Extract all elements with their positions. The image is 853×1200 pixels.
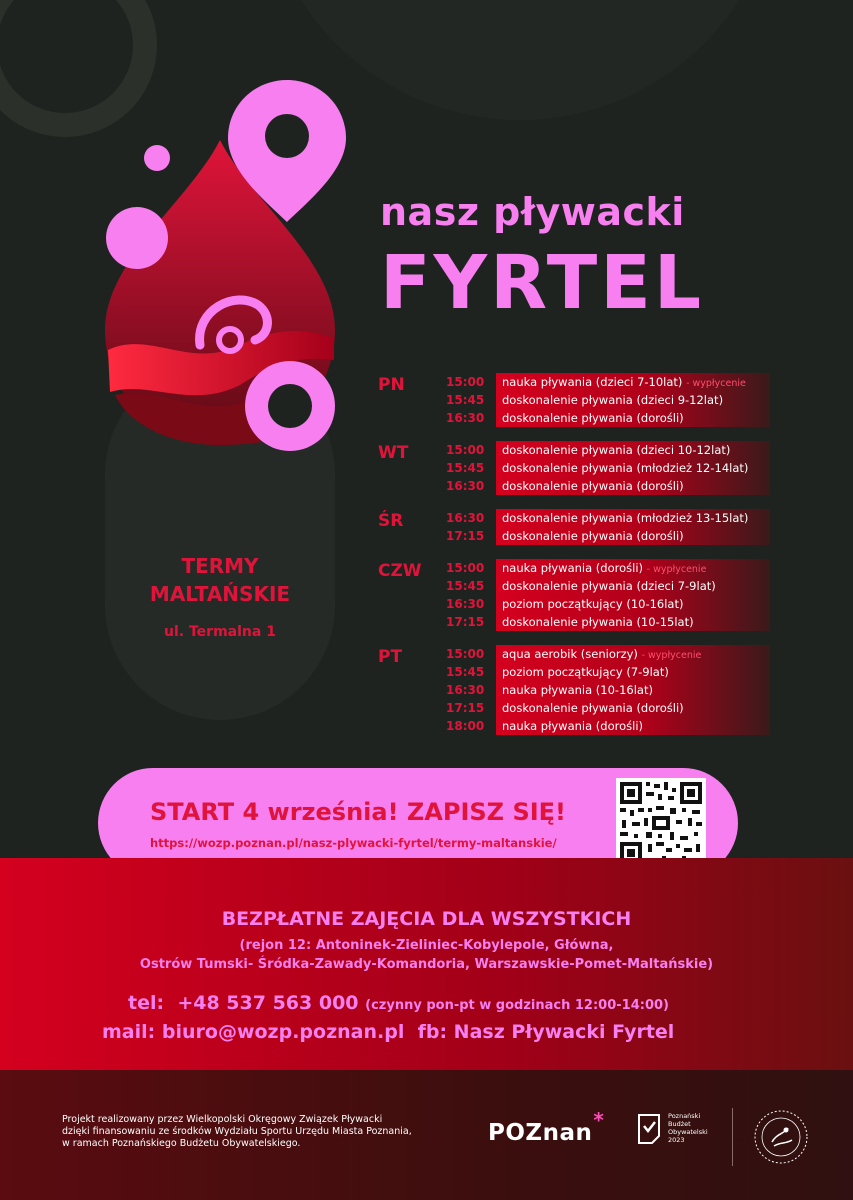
class-name: nauka pływania (dorośli) bbox=[502, 561, 643, 575]
mail-fb-contact bbox=[102, 1021, 674, 1043]
class-time: 17:15 bbox=[446, 615, 485, 629]
venue-address: ul. Termalna 1 bbox=[164, 624, 276, 640]
region-line1: (rejon 12: Antoninek-Zieliniec-Kobylepole, Główna, bbox=[239, 938, 614, 953]
class-name: poziom początkujący (10-16lat) bbox=[502, 597, 684, 611]
class-entry bbox=[502, 373, 764, 391]
poster-title: FYRTEL bbox=[380, 240, 704, 326]
class-time: 18:00 bbox=[446, 719, 485, 733]
poster-subtitle: nasz pływacki bbox=[380, 190, 685, 234]
bubble-small bbox=[144, 145, 170, 171]
day-label: PN bbox=[378, 375, 405, 395]
class-time: 16:30 bbox=[446, 411, 485, 425]
class-name: aqua aerobik (seniorzy) bbox=[502, 647, 638, 661]
fb-label: fb: bbox=[417, 1021, 448, 1043]
poznan-logo bbox=[488, 1108, 605, 1146]
class-entry bbox=[502, 613, 764, 631]
schedule-day bbox=[378, 645, 770, 735]
class-entry bbox=[502, 527, 764, 545]
class-time: 15:45 bbox=[446, 393, 485, 407]
class-entry bbox=[502, 699, 764, 717]
class-time: 16:30 bbox=[446, 511, 485, 525]
class-time: 15:45 bbox=[446, 579, 485, 593]
class-name: doskonalenie pływania (dorośli) bbox=[502, 701, 684, 715]
venue-name-line1: TERMY bbox=[181, 554, 259, 578]
info-band bbox=[0, 858, 853, 1070]
mail-address[interactable]: biuro@wozp.poznan.pl bbox=[161, 1021, 405, 1043]
footer-credits bbox=[62, 1114, 482, 1150]
venue-name-line2: MALTAŃSKIE bbox=[149, 582, 291, 606]
class-time: 17:15 bbox=[446, 701, 485, 715]
pbo-logo-icon bbox=[636, 1112, 662, 1146]
mail-label: mail: bbox=[102, 1021, 156, 1043]
class-time: 16:30 bbox=[446, 479, 485, 493]
footer-credit-line2: dzięki finansowaniu ze środków Wydziału Sportu Urzędu Miasta Poznania, bbox=[62, 1126, 412, 1137]
class-entry bbox=[502, 509, 764, 527]
class-entry bbox=[502, 459, 764, 477]
poznan-logo-text: POZnan bbox=[488, 1120, 593, 1146]
pbo-logo-text bbox=[668, 1112, 708, 1144]
class-time: 16:30 bbox=[446, 597, 485, 611]
class-entry bbox=[502, 663, 764, 681]
schedule-day bbox=[378, 373, 770, 427]
class-list bbox=[496, 373, 770, 427]
fb-page[interactable]: Nasz Pływacki Fyrtel bbox=[453, 1021, 675, 1043]
class-list bbox=[496, 645, 770, 735]
venue-info bbox=[110, 552, 330, 640]
class-list bbox=[496, 509, 770, 545]
day-label: ŚR bbox=[378, 511, 404, 531]
phone-label: tel: bbox=[128, 992, 165, 1014]
day-label: CZW bbox=[378, 561, 422, 581]
region-line2: Ostrów Tumski- Śródka-Zawady-Komandoria, Warszawskie-Pomet-Maltańskie) bbox=[139, 957, 714, 972]
class-time: 16:30 bbox=[446, 683, 485, 697]
schedule-day bbox=[378, 559, 770, 631]
schedule bbox=[378, 373, 770, 749]
class-entry bbox=[502, 717, 764, 735]
class-entry bbox=[502, 559, 764, 577]
class-time: 17:15 bbox=[446, 529, 485, 543]
class-entry bbox=[502, 645, 764, 663]
class-name: nauka pływania (10-16lat) bbox=[502, 683, 653, 697]
schedule-day bbox=[378, 441, 770, 495]
class-name: poziom początkujący (7-9lat) bbox=[502, 665, 669, 679]
background-ring bbox=[0, 0, 145, 125]
qr-code[interactable] bbox=[616, 778, 706, 868]
wozp-emblem-icon bbox=[752, 1108, 810, 1166]
class-name: doskonalenie pływania (dzieci 9-12lat) bbox=[502, 393, 724, 407]
phone-contact bbox=[128, 992, 669, 1014]
class-list bbox=[496, 559, 770, 631]
class-time: 15:00 bbox=[446, 443, 485, 457]
class-time: 15:00 bbox=[446, 561, 485, 575]
class-name: doskonalenie pływania (młodzież 13-15lat) bbox=[502, 511, 749, 525]
day-label: PT bbox=[378, 647, 403, 667]
class-name: nauka pływania (dorośli) bbox=[502, 719, 643, 733]
class-entry bbox=[502, 595, 764, 613]
pbo-line2: Budżet bbox=[668, 1120, 691, 1128]
class-name: doskonalenie pływania (dorośli) bbox=[502, 479, 684, 493]
class-name: doskonalenie pływania (młodzież 12-14lat) bbox=[502, 461, 749, 475]
class-name: doskonalenie pływania (dzieci 7-9lat) bbox=[502, 579, 716, 593]
time-column bbox=[446, 373, 498, 427]
class-entry bbox=[502, 477, 764, 495]
background-circle bbox=[260, 0, 780, 120]
footer-credit-line1: Projekt realizowany przez Wielkopolski Okręgowy Związek Pływacki bbox=[62, 1114, 383, 1125]
class-note: - wypłycenie bbox=[641, 650, 702, 661]
class-name: doskonalenie pływania (dzieci 10-12lat) bbox=[502, 443, 731, 457]
class-entry bbox=[502, 409, 764, 427]
asterisk-icon: * bbox=[593, 1108, 605, 1132]
footer-credit-line3: w ramach Poznańskiego Budżetu Obywatelskiego. bbox=[62, 1138, 301, 1149]
class-entry bbox=[502, 577, 764, 595]
class-time: 15:00 bbox=[446, 375, 485, 389]
class-entry bbox=[502, 681, 764, 699]
time-column bbox=[446, 509, 498, 545]
pbo-line1: Poznański bbox=[668, 1112, 701, 1120]
class-note: - wypłycenie bbox=[646, 564, 707, 575]
class-name: doskonalenie pływania (10-15lat) bbox=[502, 615, 694, 629]
class-entry bbox=[502, 441, 764, 459]
time-column bbox=[446, 441, 498, 495]
class-note: - wypłycenie bbox=[686, 378, 746, 389]
class-entry bbox=[502, 391, 764, 409]
phone-number[interactable]: +48 537 563 000 bbox=[177, 992, 359, 1014]
day-label: WT bbox=[378, 443, 409, 463]
class-time: 15:45 bbox=[446, 461, 485, 475]
free-classes-title: BEZPŁATNE ZAJĘCIA DLA WSZYSTKICH bbox=[221, 908, 632, 930]
class-list bbox=[496, 441, 770, 495]
footer bbox=[0, 1070, 853, 1200]
bubble-large bbox=[106, 207, 168, 269]
class-name: doskonalenie pływania (dorośli) bbox=[502, 411, 684, 425]
class-name: doskonalenie pływania (dorośli) bbox=[502, 529, 684, 543]
class-name: nauka pływania (dzieci 7-10lat) bbox=[502, 375, 683, 389]
class-time: 15:45 bbox=[446, 665, 485, 679]
signup-headline: START 4 września! ZAPISZ SIĘ! bbox=[150, 798, 566, 826]
signup-url-link[interactable]: https://wozp.poznan.pl/nasz-plywacki-fyrtel/termy-maltanskie/ bbox=[150, 836, 557, 850]
time-column bbox=[446, 559, 498, 631]
time-column bbox=[446, 645, 498, 735]
pbo-line4: 2023 bbox=[668, 1136, 685, 1144]
class-time: 15:00 bbox=[446, 647, 485, 661]
logo-divider bbox=[732, 1108, 733, 1166]
phone-hours: (czynny pon-pt w godzinach 12:00-14:00) bbox=[365, 998, 669, 1013]
pbo-line3: Obywatelski bbox=[668, 1128, 708, 1136]
schedule-day bbox=[378, 509, 770, 545]
